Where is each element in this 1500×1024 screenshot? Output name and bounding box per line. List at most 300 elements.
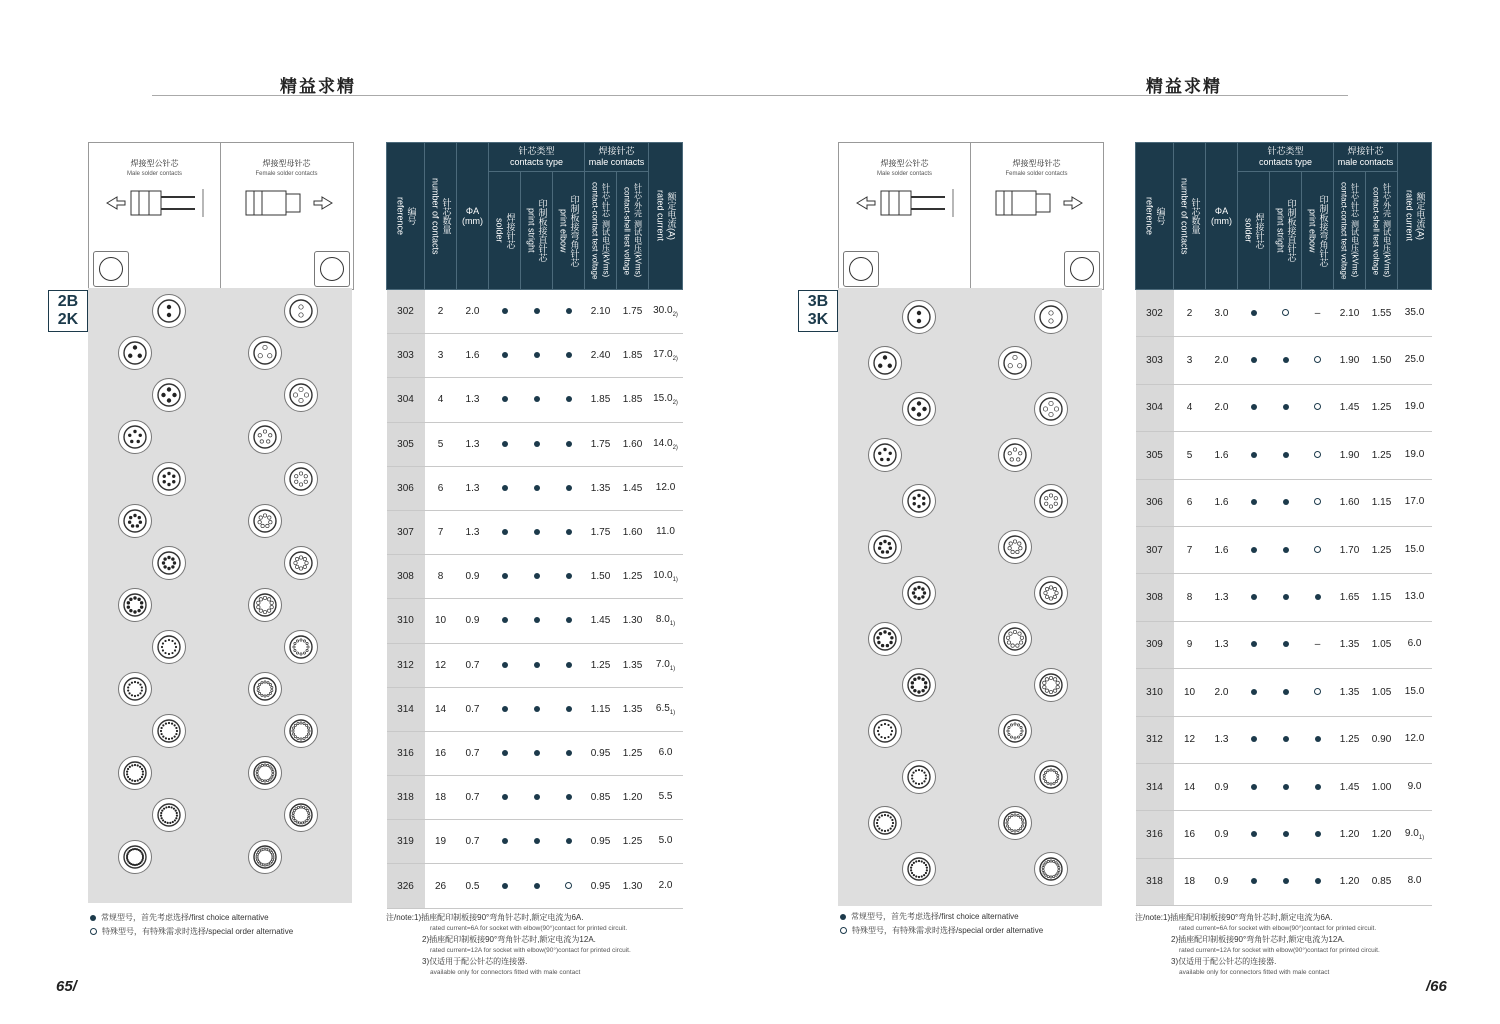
- cell-cs-voltage: 1.30: [617, 864, 649, 908]
- cell-rated-current: 5.5: [649, 776, 683, 820]
- female-face-layout-icon: [998, 806, 1032, 840]
- col-print-elbow: 印制板接弯角针芯 print elbow: [1302, 172, 1334, 290]
- cell-reference: 318: [387, 776, 425, 820]
- table-row: [1136, 716, 1432, 763]
- first-choice-dot-icon: [502, 750, 508, 756]
- table-row: [1136, 763, 1432, 810]
- col-group-male-contacts: 焊接针芯 male contacts: [585, 143, 649, 172]
- cell-rated-current: 6.0: [649, 731, 683, 775]
- header-rule: [152, 95, 750, 96]
- male-title-en: Male solder contacts: [126, 171, 183, 177]
- female-face-layout-icon: [248, 840, 282, 874]
- cell-cc-voltage: 1.20: [1334, 811, 1366, 858]
- cell-print-elbow: [553, 820, 585, 864]
- first-choice-dot-icon: [1315, 878, 1321, 884]
- female-face-layout-icon: [1034, 852, 1068, 886]
- spec-table: [386, 142, 683, 909]
- cell-solder: [1238, 669, 1270, 716]
- col-contact-shell-voltage: 针芯-外壳 测试电压(kVms) contact-shell test voltage: [1366, 172, 1398, 290]
- cell-phi: 0.7: [457, 776, 489, 820]
- first-choice-dot-icon: [566, 441, 572, 447]
- cell-reference: 308: [1136, 574, 1174, 621]
- cell-reference: 303: [1136, 337, 1174, 384]
- cell-phi: 1.3: [1206, 716, 1238, 763]
- first-choice-dot-icon: [534, 838, 540, 844]
- first-choice-dot-icon: [1251, 452, 1257, 458]
- cell-contacts: 9: [1174, 621, 1206, 668]
- first-choice-dot-icon: [534, 662, 540, 668]
- cell-print-straight: [521, 334, 553, 378]
- cell-solder: [1238, 432, 1270, 479]
- cell-solder: [489, 422, 521, 466]
- spec-table: [1135, 142, 1432, 906]
- first-choice-dot-icon: [1283, 831, 1289, 837]
- cell-cs-voltage: 1.55: [1366, 290, 1398, 337]
- cell-rated-current: 19.0: [1398, 384, 1432, 431]
- col-print-elbow: 印制板接弯角针芯 print elbow: [553, 172, 585, 290]
- cell-rated-current: 9.0: [1398, 763, 1432, 810]
- male-title-en: Male solder contacts: [876, 171, 933, 177]
- cell-print-straight: [521, 466, 553, 510]
- cell-phi: 1.3: [457, 510, 489, 554]
- cell-print-elbow: [1302, 574, 1334, 621]
- female-face-layout-icon: [1034, 760, 1068, 794]
- cell-solder: [489, 466, 521, 510]
- male-connector-drawing-icon: [853, 183, 963, 223]
- contact-layout-panel: [88, 288, 352, 903]
- female-face-layout-icon: [1034, 668, 1068, 702]
- cell-print-elbow: [1302, 479, 1334, 526]
- table-row: [387, 466, 683, 510]
- cell-print-straight: [521, 687, 553, 731]
- cell-solder: [489, 687, 521, 731]
- cell-rated-current: $30.0_{2)}$: [649, 290, 683, 334]
- cell-cs-voltage: 1.00: [1366, 763, 1398, 810]
- cell-cs-voltage: 0.90: [1366, 716, 1398, 763]
- first-choice-dot-icon: [534, 529, 540, 535]
- cell-print-straight: [521, 510, 553, 554]
- legend-first-choice: 常规型号，首先考虑选择/first choice alternative: [101, 913, 269, 922]
- cell-cc-voltage: 0.95: [585, 731, 617, 775]
- male-face-layout-icon: [902, 760, 936, 794]
- first-choice-dot-icon: [566, 706, 572, 712]
- cell-contacts: 12: [425, 643, 457, 687]
- cell-cc-voltage: 1.65: [1334, 574, 1366, 621]
- cell-phi: 2.0: [1206, 384, 1238, 431]
- table-row: [1136, 479, 1432, 526]
- note-line-en: rated current=6A for socket with elbow(90°)contact for printed circuit.: [430, 925, 628, 932]
- table-row: [387, 820, 683, 864]
- cell-rated-current: $6.5_{1)}$: [649, 687, 683, 731]
- cell-print-straight: [521, 731, 553, 775]
- male-face-layout-icon: [902, 852, 936, 886]
- first-choice-dot-icon: [502, 529, 508, 535]
- first-choice-dot-icon: [1283, 452, 1289, 458]
- cell-rated-current: 17.0: [1398, 479, 1432, 526]
- first-choice-dot-icon: [502, 706, 508, 712]
- female-face-layout-icon: [1034, 484, 1068, 518]
- cell-reference: 310: [1136, 669, 1174, 716]
- cell-print-elbow: [553, 643, 585, 687]
- table-row: [387, 776, 683, 820]
- cell-cc-voltage: 1.25: [585, 643, 617, 687]
- male-contacts-panel: [89, 143, 221, 289]
- cell-phi: 1.6: [1206, 526, 1238, 573]
- cell-reference: 305: [1136, 432, 1174, 479]
- note-line: 3)仅适用于配公针芯的连接器.: [422, 957, 528, 966]
- cell-phi: 0.5: [457, 864, 489, 908]
- cell-rated-current: 35.0: [1398, 290, 1432, 337]
- special-order-circle-icon: [1314, 688, 1321, 695]
- male-face-layout-icon: [118, 672, 152, 706]
- cell-rated-current: 8.0: [1398, 858, 1432, 905]
- first-choice-dot-icon: [1251, 547, 1257, 553]
- cell-cs-voltage: 1.25: [617, 731, 649, 775]
- cell-cs-voltage: 1.25: [617, 820, 649, 864]
- male-face-icon: [843, 251, 879, 287]
- cell-print-elbow: [1302, 669, 1334, 716]
- cell-contacts: 5: [425, 422, 457, 466]
- male-face-layout-icon: [152, 462, 186, 496]
- not-available-dash: –: [1314, 307, 1321, 319]
- cell-phi: 0.7: [457, 731, 489, 775]
- first-choice-dot-icon: [1251, 641, 1257, 647]
- cell-cc-voltage: 1.45: [1334, 384, 1366, 431]
- legend: [90, 911, 293, 939]
- cell-rated-current: 5.0: [649, 820, 683, 864]
- cell-rated-current: 25.0: [1398, 337, 1432, 384]
- cell-phi: 1.3: [1206, 574, 1238, 621]
- cell-rated-current: $14.0_{2)}$: [649, 422, 683, 466]
- female-face-layout-icon: [284, 462, 318, 496]
- first-choice-dot-icon: [1251, 404, 1257, 410]
- cell-phi: 0.7: [457, 643, 489, 687]
- contact-layout-panel: [838, 288, 1102, 906]
- cell-print-elbow: [553, 510, 585, 554]
- female-face-layout-icon: [248, 756, 282, 790]
- cell-solder: [1238, 384, 1270, 431]
- cell-print-elbow: [1302, 811, 1334, 858]
- first-choice-dot-icon: [502, 441, 508, 447]
- table-row: [387, 422, 683, 466]
- cell-reference: 302: [1136, 290, 1174, 337]
- table-row: [1136, 526, 1432, 573]
- cell-reference: 310: [387, 599, 425, 643]
- cell-cc-voltage: 2.10: [585, 290, 617, 334]
- cell-phi: 1.3: [1206, 621, 1238, 668]
- series-tag: 2B 2K: [48, 290, 88, 332]
- female-face-layout-icon: [248, 588, 282, 622]
- cell-rated-current: 19.0: [1398, 432, 1432, 479]
- cell-print-straight: [521, 290, 553, 334]
- cell-contacts: 8: [425, 555, 457, 599]
- col-reference: 编号 reference: [387, 143, 425, 290]
- cell-cc-voltage: 1.25: [1334, 716, 1366, 763]
- cell-phi: 0.9: [1206, 858, 1238, 905]
- table-row: [387, 378, 683, 422]
- first-choice-dot-icon: [566, 617, 572, 623]
- cell-contacts: 5: [1174, 432, 1206, 479]
- cell-solder: [489, 776, 521, 820]
- table-row: [387, 731, 683, 775]
- cell-cs-voltage: 1.15: [1366, 574, 1398, 621]
- female-contacts-panel: [220, 143, 353, 289]
- cell-contacts: 12: [1174, 716, 1206, 763]
- cell-solder: [489, 334, 521, 378]
- cell-cc-voltage: 0.95: [585, 864, 617, 908]
- cell-rated-current: $8.0_{1)}$: [649, 599, 683, 643]
- first-choice-dot-icon: [1283, 357, 1289, 363]
- table-row: [1136, 811, 1432, 858]
- cell-print-elbow: [1302, 432, 1334, 479]
- first-choice-dot-icon: [534, 706, 540, 712]
- cell-print-straight: [1270, 432, 1302, 479]
- table-row: [1136, 669, 1432, 716]
- cell-contacts: 14: [1174, 763, 1206, 810]
- cell-cc-voltage: 2.10: [1334, 290, 1366, 337]
- special-order-circle-icon: [1314, 403, 1321, 410]
- cell-print-elbow: [1302, 621, 1334, 668]
- first-choice-dot-icon: [534, 573, 540, 579]
- cell-solder: [489, 599, 521, 643]
- first-choice-dot-icon: [534, 750, 540, 756]
- legend-special-order: 特殊型号，有特殊需求时选择/special order alternative: [852, 926, 1044, 935]
- first-choice-dot-icon: [534, 883, 540, 889]
- col-solder: 焊接针芯 solder: [489, 172, 521, 290]
- first-choice-dot-icon: [1315, 594, 1321, 600]
- cell-cs-voltage: 0.85: [1366, 858, 1398, 905]
- special-order-circle-icon: [1314, 546, 1321, 553]
- cell-rated-current: 6.0: [1398, 621, 1432, 668]
- cell-print-elbow: [1302, 526, 1334, 573]
- first-choice-dot-icon: [502, 662, 508, 668]
- cell-print-elbow: [553, 334, 585, 378]
- male-face-layout-icon: [118, 588, 152, 622]
- female-title-cn: 焊接型母针芯: [1012, 159, 1061, 168]
- cell-contacts: 4: [1174, 384, 1206, 431]
- cell-solder: [1238, 716, 1270, 763]
- cell-print-straight: [1270, 811, 1302, 858]
- cell-phi: 0.9: [1206, 811, 1238, 858]
- page-number: /66: [1426, 978, 1447, 995]
- table-row: [1136, 858, 1432, 905]
- male-contacts-panel: [839, 143, 971, 289]
- cell-reference: 314: [387, 687, 425, 731]
- cell-reference: 305: [387, 422, 425, 466]
- cell-print-elbow: [553, 599, 585, 643]
- table-row: [1136, 621, 1432, 668]
- cell-rated-current: 11.0: [649, 510, 683, 554]
- female-face-layout-icon: [248, 336, 282, 370]
- cell-phi: 0.7: [457, 687, 489, 731]
- cell-rated-current: $10.0_{1)}$: [649, 555, 683, 599]
- female-face-layout-icon: [248, 504, 282, 538]
- special-order-circle-icon: [1282, 309, 1289, 316]
- right-page: [750, 0, 1500, 1024]
- table-row: [1136, 432, 1432, 479]
- first-choice-dot-icon: [502, 794, 508, 800]
- cell-print-elbow: [553, 776, 585, 820]
- first-choice-dot-icon: [502, 617, 508, 623]
- cell-cc-voltage: 0.85: [585, 776, 617, 820]
- cell-contacts: 2: [425, 290, 457, 334]
- cell-phi: 0.9: [457, 555, 489, 599]
- male-face-layout-icon: [118, 840, 152, 874]
- cell-contacts: 26: [425, 864, 457, 908]
- cell-print-straight: [521, 864, 553, 908]
- first-choice-dot-icon: [566, 838, 572, 844]
- female-face-layout-icon: [998, 714, 1032, 748]
- col-reference: 编号 reference: [1136, 143, 1174, 290]
- cell-contacts: 4: [425, 378, 457, 422]
- note-line-en: available only for connectors fitted with male contact: [430, 969, 581, 976]
- series-tag: 3B 3K: [798, 290, 838, 332]
- contact-illustration-box: [88, 142, 354, 290]
- male-face-layout-icon: [868, 438, 902, 472]
- table-row: [1136, 384, 1432, 431]
- brand-slogan: 精益求精: [280, 77, 356, 97]
- first-choice-dot-icon: [534, 352, 540, 358]
- cell-contacts: 3: [1174, 337, 1206, 384]
- cell-cc-voltage: 1.60: [1334, 479, 1366, 526]
- female-face-layout-icon: [284, 378, 318, 412]
- male-face-layout-icon: [902, 484, 936, 518]
- first-choice-dot-icon: [534, 308, 540, 314]
- table-row: [387, 510, 683, 554]
- first-choice-dot-icon: [502, 883, 508, 889]
- first-choice-dot-icon: [502, 396, 508, 402]
- first-choice-dot-icon: [1283, 784, 1289, 790]
- cell-print-straight: [521, 776, 553, 820]
- table-row: [1136, 574, 1432, 621]
- cell-contacts: 6: [1174, 479, 1206, 526]
- female-face-layout-icon: [998, 346, 1032, 380]
- cell-reference: 307: [387, 510, 425, 554]
- cell-print-straight: [521, 820, 553, 864]
- cell-solder: [1238, 811, 1270, 858]
- female-face-layout-icon: [1034, 300, 1068, 334]
- male-face-layout-icon: [902, 576, 936, 610]
- female-face-layout-icon: [284, 294, 318, 328]
- first-choice-dot-icon: [1251, 878, 1257, 884]
- cell-solder: [1238, 763, 1270, 810]
- first-choice-dot-icon: [566, 396, 572, 402]
- cell-contacts: 7: [1174, 526, 1206, 573]
- cell-cc-voltage: 1.70: [1334, 526, 1366, 573]
- cell-rated-current: 2.0: [649, 864, 683, 908]
- first-choice-dot-icon: [534, 794, 540, 800]
- first-choice-dot-icon: [1315, 736, 1321, 742]
- cell-print-straight: [1270, 290, 1302, 337]
- cell-cc-voltage: 1.45: [585, 599, 617, 643]
- cell-rated-current: $7.0_{1)}$: [649, 643, 683, 687]
- male-face-layout-icon: [868, 346, 902, 380]
- cell-print-straight: [1270, 384, 1302, 431]
- cell-phi: 1.6: [457, 334, 489, 378]
- cell-cc-voltage: 1.90: [1334, 337, 1366, 384]
- cell-solder: [1238, 337, 1270, 384]
- cell-rated-current: $9.0_{1)}$: [1398, 811, 1432, 858]
- cell-reference: 312: [1136, 716, 1174, 763]
- cell-cs-voltage: 1.05: [1366, 669, 1398, 716]
- table-row: [387, 864, 683, 908]
- cell-cs-voltage: 1.30: [617, 599, 649, 643]
- col-number-of-contacts: 针芯数量 number of contacts: [425, 143, 457, 290]
- cell-phi: 0.9: [1206, 763, 1238, 810]
- cell-print-elbow: [1302, 337, 1334, 384]
- female-connector-drawing-icon: [240, 183, 350, 223]
- first-choice-dot-icon: [1315, 831, 1321, 837]
- cell-print-elbow: [553, 378, 585, 422]
- female-face-icon: [1064, 251, 1100, 287]
- cell-solder: [1238, 526, 1270, 573]
- first-choice-dot-icon: [1283, 641, 1289, 647]
- male-face-layout-icon: [902, 668, 936, 702]
- table-row: [387, 599, 683, 643]
- special-order-circle-icon: [1314, 356, 1321, 363]
- not-available-dash: –: [1314, 639, 1321, 651]
- female-title-cn: 焊接型母针芯: [262, 159, 311, 168]
- male-face-layout-icon: [868, 806, 902, 840]
- cell-rated-current: 12.0: [1398, 716, 1432, 763]
- special-order-circle-icon: [1314, 451, 1321, 458]
- cell-reference: 306: [1136, 479, 1174, 526]
- cell-cs-voltage: 1.50: [1366, 337, 1398, 384]
- cell-print-elbow: [553, 731, 585, 775]
- cell-contacts: 16: [425, 731, 457, 775]
- female-contacts-panel: [970, 143, 1103, 289]
- first-choice-dot-icon: [502, 838, 508, 844]
- cell-print-elbow: [1302, 290, 1334, 337]
- cell-print-straight: [521, 555, 553, 599]
- cell-contacts: 18: [1174, 858, 1206, 905]
- first-choice-dot-icon: [1283, 499, 1289, 505]
- cell-cc-voltage: 1.90: [1334, 432, 1366, 479]
- cell-cs-voltage: 1.35: [617, 643, 649, 687]
- cell-cs-voltage: 1.35: [617, 687, 649, 731]
- cell-cc-voltage: 2.40: [585, 334, 617, 378]
- first-choice-dot-icon: [1283, 594, 1289, 600]
- cell-cs-voltage: 1.20: [1366, 811, 1398, 858]
- cell-reference: 326: [387, 864, 425, 908]
- cell-reference: 304: [1136, 384, 1174, 431]
- cell-solder: [489, 510, 521, 554]
- cell-print-straight: [1270, 858, 1302, 905]
- cell-print-straight: [1270, 337, 1302, 384]
- first-choice-dot-icon: [1251, 310, 1257, 316]
- cell-cs-voltage: 1.85: [617, 378, 649, 422]
- cell-solder: [489, 378, 521, 422]
- cell-cs-voltage: 1.05: [1366, 621, 1398, 668]
- cell-cc-voltage: 1.15: [585, 687, 617, 731]
- cell-cc-voltage: 1.45: [1334, 763, 1366, 810]
- cell-solder: [489, 643, 521, 687]
- first-choice-dot-icon: [566, 529, 572, 535]
- note-line-en: rated current=12A for socket with elbow(90°)contact for printed circuit.: [1179, 947, 1380, 954]
- cell-contacts: 14: [425, 687, 457, 731]
- cell-reference: 314: [1136, 763, 1174, 810]
- special-order-circle-icon: [565, 882, 572, 889]
- male-title-cn: 焊接型公针芯: [880, 159, 929, 168]
- col-number-of-contacts: 针芯数量 number of contacts: [1174, 143, 1206, 290]
- cell-phi: 0.9: [457, 599, 489, 643]
- cell-print-straight: [521, 599, 553, 643]
- first-choice-dot-icon: [502, 573, 508, 579]
- col-group-contacts-type: 针芯类型 contacts type: [489, 143, 585, 172]
- note-line: 注/note:1)插座配印制板接90°弯角针芯时,额定电流为6A.: [1135, 913, 1333, 922]
- header-rule: [750, 95, 1348, 96]
- male-face-layout-icon: [152, 714, 186, 748]
